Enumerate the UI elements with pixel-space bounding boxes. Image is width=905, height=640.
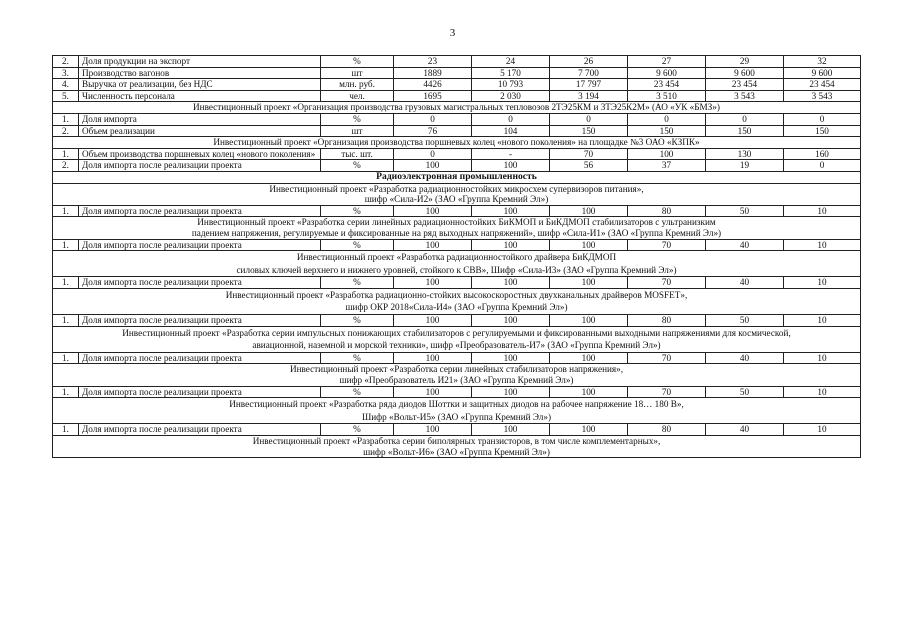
- year-value: 100: [472, 352, 550, 364]
- project-title-line: Инвестиционный проект «Разработка серии импульсных понижающих стабилизаторов с регулируемыми и фиксированными выходными напряжениями для космической,: [122, 327, 791, 338]
- year-value: 9 600: [628, 67, 706, 79]
- row-number: 1.: [53, 205, 79, 217]
- project-title: [53, 326, 861, 352]
- year-value: 32: [784, 56, 861, 68]
- indicator-name: Доля импорта после реализации проекта: [79, 386, 321, 398]
- project-title: [53, 183, 861, 205]
- row-number: 1.: [53, 113, 79, 125]
- year-value: 26: [550, 56, 628, 68]
- project-title-line: Инвестиционный проект «Разработка серии биполярных транзисторов, в том числе комплементарных»,: [252, 436, 661, 446]
- year-value: 160: [784, 148, 861, 160]
- unit: %: [321, 205, 394, 217]
- year-value: 0: [394, 113, 472, 125]
- project-title-line: Инвестиционный проект «Разработка серии линейных стабилизаторов напряжения»,: [289, 364, 624, 375]
- year-value: 80: [628, 315, 706, 327]
- year-value: 100: [472, 424, 550, 436]
- project-header-row: [53, 251, 861, 277]
- table-row: [53, 67, 861, 79]
- unit: %: [321, 160, 394, 172]
- unit: %: [321, 113, 394, 125]
- year-value: 100: [394, 424, 472, 436]
- table-row: [53, 352, 861, 364]
- year-value: 100: [472, 386, 550, 398]
- year-value: 50: [706, 315, 784, 327]
- project-title: [53, 102, 861, 114]
- year-value: 7 700: [550, 67, 628, 79]
- year-value: 0: [550, 113, 628, 125]
- project-title: [53, 364, 861, 386]
- table-body: [53, 56, 861, 458]
- year-value: 0: [784, 160, 861, 172]
- year-value: 150: [706, 125, 784, 137]
- year-value: 100: [472, 277, 550, 289]
- project-header-row: [53, 364, 861, 386]
- row-number: 2.: [53, 160, 79, 172]
- table-row: [53, 239, 861, 251]
- year-value: 150: [784, 125, 861, 137]
- row-number: 1.: [53, 239, 79, 251]
- year-value: 70: [628, 386, 706, 398]
- table-row: [53, 277, 861, 289]
- year-value: 104: [472, 125, 550, 137]
- year-value: 3 543: [784, 90, 861, 102]
- year-value: -: [472, 148, 550, 160]
- project-header-row: [53, 137, 861, 149]
- year-value: 80: [628, 205, 706, 217]
- year-value: 29: [706, 56, 784, 68]
- project-header-row: [53, 436, 861, 458]
- project-title: [53, 137, 861, 149]
- unit: %: [321, 239, 394, 251]
- row-number: 4.: [53, 79, 79, 91]
- year-value: 19: [706, 160, 784, 172]
- year-value: 10: [784, 315, 861, 327]
- year-value: 1889: [394, 67, 472, 79]
- year-value: 10: [784, 205, 861, 217]
- project-title-line: Инвестиционный проект «Организация производства грузовых магистральных тепловозов 2ТЭ25КМ и 3ТЭ25К2М» (АО «УК «БМЗ»): [193, 102, 720, 113]
- year-value: 10: [784, 424, 861, 436]
- project-title-line: Радиоэлектронная промышленность: [376, 171, 537, 182]
- table-row: [53, 148, 861, 160]
- indicator-name: Выручка от реализации, без НДС: [79, 79, 321, 91]
- year-value: 70: [628, 277, 706, 289]
- project-title-line: силовых ключей верхнего и нижнего уровней, стойкого к СВВ», Шифр «Сила-И3» (ЗАО «Группа Кремний Эл»): [236, 264, 677, 275]
- year-value: 70: [550, 148, 628, 160]
- year-value: 100: [394, 277, 472, 289]
- indicator-name: Доля импорта после реализации проекта: [79, 424, 321, 436]
- year-value: 76: [394, 125, 472, 137]
- year-value: 9 600: [706, 67, 784, 79]
- row-number: 2.: [53, 56, 79, 68]
- year-value: 100: [550, 352, 628, 364]
- year-value: 23 454: [706, 79, 784, 91]
- year-value: 23 454: [628, 79, 706, 91]
- year-value: 100: [394, 386, 472, 398]
- year-value: 100: [394, 352, 472, 364]
- project-title-line: Инвестиционный проект «Разработка серии линейных радиационностойких БиКМОП и БиКДМОП стабилизаторов с ультранизким: [197, 217, 716, 228]
- year-value: 0: [784, 113, 861, 125]
- year-value: 130: [706, 148, 784, 160]
- year-value: 40: [706, 352, 784, 364]
- indicators-table: [52, 55, 861, 458]
- indicator-name: Доля импорта: [79, 113, 321, 125]
- year-value: 100: [550, 239, 628, 251]
- year-value: 10: [784, 277, 861, 289]
- year-value: 23: [394, 56, 472, 68]
- row-number: 1.: [53, 424, 79, 436]
- year-value: 100: [550, 315, 628, 327]
- project-title-line: Шифр «Вольт-И5» (ЗАО «Группа Кремний Эл»): [361, 411, 552, 422]
- year-value: 100: [472, 160, 550, 172]
- year-value: 0: [628, 113, 706, 125]
- indicator-name: Доля импорта после реализации проекта: [79, 205, 321, 217]
- year-value: 24: [472, 56, 550, 68]
- row-number: 2.: [53, 125, 79, 137]
- year-value: 10: [784, 239, 861, 251]
- year-value: 37: [628, 160, 706, 172]
- table-row: [53, 125, 861, 137]
- project-title-line: шифр «Сила-И2» (ЗАО «Группа Кремний Эл»): [364, 194, 549, 205]
- row-number: 1.: [53, 352, 79, 364]
- table-row: [53, 79, 861, 91]
- year-value: 50: [706, 386, 784, 398]
- year-value: 10: [784, 386, 861, 398]
- year-value: 100: [394, 315, 472, 327]
- year-value: 27: [628, 56, 706, 68]
- project-header-row: [53, 217, 861, 239]
- year-value: 0: [472, 113, 550, 125]
- year-value: 40: [706, 424, 784, 436]
- year-value: 100: [550, 205, 628, 217]
- unit: шт: [321, 67, 394, 79]
- year-value: 40: [706, 277, 784, 289]
- project-header-row: [53, 102, 861, 114]
- unit: %: [321, 277, 394, 289]
- year-value: 3 510: [628, 90, 706, 102]
- year-value: 100: [472, 239, 550, 251]
- unit: чел.: [321, 90, 394, 102]
- unit: %: [321, 56, 394, 68]
- indicator-name: Объем производства поршневых колец «нового поколения»: [79, 148, 321, 160]
- year-value: 2 030: [472, 90, 550, 102]
- year-value: 100: [394, 205, 472, 217]
- project-title-line: Инвестиционный проект «Разработка ряда диодов Шоттки и защитных диодов на рабочее напряжение 18… 180 В»,: [229, 399, 684, 410]
- year-value: 0: [394, 148, 472, 160]
- year-value: 100: [472, 205, 550, 217]
- unit: %: [321, 386, 394, 398]
- year-value: 17 797: [550, 79, 628, 91]
- row-number: 1.: [53, 386, 79, 398]
- table-row: [53, 160, 861, 172]
- indicator-name: Доля импорта после реализации проекта: [79, 352, 321, 364]
- year-value: 50: [706, 205, 784, 217]
- year-value: 150: [628, 125, 706, 137]
- project-title: [53, 436, 861, 458]
- project-title-line: авиационной, наземной и морской техники», шифр «Преобразователь-И7» (ЗАО «Группа Кремний Эл»): [252, 340, 661, 351]
- indicator-name: Производство вагонов: [79, 67, 321, 79]
- project-title-line: шифр «Вольт-И6» (ЗАО «Группа Кремний Эл»): [363, 446, 550, 457]
- year-value: 5 170: [472, 67, 550, 79]
- project-title: [53, 288, 861, 314]
- year-value: 100: [550, 424, 628, 436]
- unit: тыс. шт.: [321, 148, 394, 160]
- year-value: 4426: [394, 79, 472, 91]
- indicator-name: Объем реализации: [79, 125, 321, 137]
- project-title-line: падением напряжения, регулируемые и фиксированные на ряд выходных напряжений», шифр «Сила-И1» (ЗАО «Группа Кремний Эл»): [191, 227, 722, 238]
- indicator-name: Доля импорта после реализации проекта: [79, 160, 321, 172]
- project-title: [53, 251, 861, 277]
- project-header-row: [53, 398, 861, 424]
- year-value: 100: [394, 239, 472, 251]
- page-number: 3: [449, 27, 456, 39]
- row-number: 1.: [53, 315, 79, 327]
- year-value: 70: [628, 352, 706, 364]
- year-value: 9 600: [784, 67, 861, 79]
- project-title-line: Инвестиционный проект «Разработка радиационно-стойких высокоскоростных двухканальных драйверов MOSFET»,: [225, 289, 688, 300]
- row-number: 1.: [53, 148, 79, 160]
- row-number: 5.: [53, 90, 79, 102]
- table-row: [53, 424, 861, 436]
- row-number: 1.: [53, 277, 79, 289]
- year-value: 100: [472, 315, 550, 327]
- indicator-name: Доля импорта после реализации проекта: [79, 239, 321, 251]
- year-value: 100: [550, 386, 628, 398]
- table-row: [53, 315, 861, 327]
- year-value: 100: [394, 160, 472, 172]
- row-number: 3.: [53, 67, 79, 79]
- project-header-row: [53, 326, 861, 352]
- table-row: [53, 56, 861, 68]
- year-value: 3 194: [550, 90, 628, 102]
- project-title: [53, 398, 861, 424]
- table-row: [53, 205, 861, 217]
- project-title: [53, 217, 861, 239]
- table-row: [53, 113, 861, 125]
- project-header-row: [53, 183, 861, 205]
- indicator-name: Доля импорта после реализации проекта: [79, 277, 321, 289]
- project-title-line: Инвестиционный проект «Разработка радиационностойкого драйвера БиКДМОП: [296, 252, 617, 263]
- section-title: [53, 171, 861, 183]
- year-value: 100: [550, 277, 628, 289]
- project-title-line: Инвестиционный проект «Организация производства поршневых колец «нового поколения» на площадке №3 ОАО «КЗПК»: [213, 137, 700, 148]
- project-title-line: шифр «Преобразователь И21» (ЗАО «Группа Кремний Эл»): [339, 375, 574, 386]
- year-value: 0: [706, 113, 784, 125]
- unit: %: [321, 424, 394, 436]
- year-value: 3 543: [706, 90, 784, 102]
- table-row: [53, 386, 861, 398]
- year-value: 70: [628, 239, 706, 251]
- year-value: 1695: [394, 90, 472, 102]
- unit: %: [321, 315, 394, 327]
- unit: %: [321, 352, 394, 364]
- section-header-row: [53, 171, 861, 183]
- unit: млн. руб.: [321, 79, 394, 91]
- year-value: 80: [628, 424, 706, 436]
- indicator-name: Доля продукции на экспорт: [79, 56, 321, 68]
- year-value: 56: [550, 160, 628, 172]
- unit: шт: [321, 125, 394, 137]
- year-value: 10 793: [472, 79, 550, 91]
- year-value: 23 454: [784, 79, 861, 91]
- project-title-line: шифр ОКР 2018«Сила-И4» (ЗАО «Группа Кремний Эл»): [345, 302, 568, 313]
- year-value: 10: [784, 352, 861, 364]
- year-value: 40: [706, 239, 784, 251]
- indicator-name: Доля импорта после реализации проекта: [79, 315, 321, 327]
- indicator-name: Численность персонала: [79, 90, 321, 102]
- year-value: 100: [628, 148, 706, 160]
- project-title-line: Инвестиционный проект «Разработка радиационностойких микросхем супервизоров питания»,: [269, 183, 644, 194]
- year-value: 150: [550, 125, 628, 137]
- table-row: [53, 90, 861, 102]
- project-header-row: [53, 288, 861, 314]
